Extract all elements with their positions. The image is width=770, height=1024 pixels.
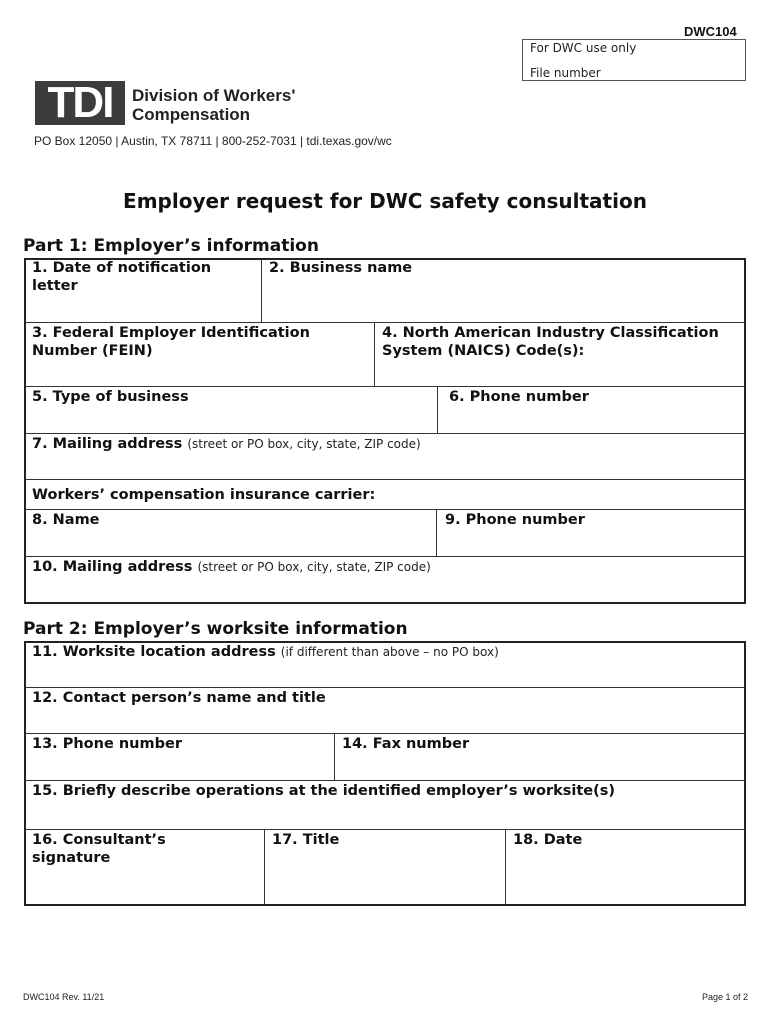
division-name-line2: Compensation [132,105,251,124]
field-16-label-line1: 16. Consultant’s [32,832,166,848]
divider [25,322,745,323]
field-10-carrier-address[interactable] [32,558,431,576]
divider [25,687,745,688]
dwc-use-box [522,39,746,81]
divider [25,556,745,557]
field-1-label-line1: 1. Date of notification [32,260,212,276]
field-1-label-line2: letter [32,278,78,294]
divider [374,323,375,386]
tdi-logo: TDI [35,81,125,125]
field-15-operations-description[interactable]: 15. Briefly describe operations at the identified employer’s worksite(s) [32,783,615,799]
revision-note: DWC104 Rev. 11/21 [23,992,105,1002]
divider [505,830,506,905]
division-name-line1: Division of Workers' [132,86,296,105]
field-6-phone-number[interactable]: 6. Phone number [449,389,589,405]
division-name [132,86,295,124]
divider [25,829,745,830]
divider [25,386,745,387]
field-4-label-line2: System (NAICS) Code(s): [382,343,585,359]
divider [25,733,745,734]
field-11-worksite-address[interactable] [32,643,499,661]
field-2-business-name[interactable]: 2. Business name [269,260,413,276]
divider [436,510,437,556]
field-5-type-of-business[interactable]: 5. Type of business [32,389,189,405]
field-7-label: 7. Mailing address [32,436,183,452]
field-3-label-line1: 3. Federal Employer Identification [32,325,310,341]
field-16-label-line2: signature [32,850,111,866]
field-11-hint: (if different than above – no PO box) [280,645,499,659]
field-7-hint: (street or PO box, city, state, ZIP code) [187,437,421,451]
agency-address: PO Box 12050 | Austin, TX 78711 | 800-252-7031 | tdi.texas.gov/wc [34,134,392,148]
divider [261,259,262,322]
field-11-label: 11. Worksite location address [32,644,276,660]
field-1-date-of-notification[interactable] [32,259,211,295]
field-13-phone-number[interactable]: 13. Phone number [32,736,182,752]
divider [334,734,335,780]
divider [437,387,438,433]
field-8-carrier-name[interactable]: 8. Name [32,512,100,528]
divider [25,780,745,781]
part1-heading: Part 1: Employer’s information [23,236,319,256]
field-7-mailing-address[interactable] [32,435,421,453]
divider [25,509,745,510]
form-title: Employer request for DWC safety consultation [123,189,647,213]
field-3-label-line2: Number (FEIN) [32,343,153,359]
field-16-consultant-signature[interactable] [32,831,166,867]
file-number-label: File number [530,66,601,80]
field-3-fein[interactable] [32,324,310,360]
page-number: Page 1 of 2 [701,992,748,1002]
form-code: DWC104 [684,24,737,39]
field-9-carrier-phone[interactable]: 9. Phone number [445,512,585,528]
divider [264,830,265,905]
field-12-contact-person[interactable]: 12. Contact person’s name and title [32,690,326,706]
field-14-fax-number[interactable]: 14. Fax number [342,736,470,752]
field-4-naics[interactable] [382,324,719,360]
field-18-date[interactable]: 18. Date [513,832,583,848]
field-17-title[interactable]: 17. Title [272,832,340,848]
field-10-label: 10. Mailing address [32,559,193,575]
divider [25,479,745,480]
divider [25,433,745,434]
dwc-use-label: For DWC use only [530,41,637,55]
part1-table [24,258,746,604]
field-4-label-line1: 4. North American Industry Classification [382,325,719,341]
field-10-hint: (street or PO box, city, state, ZIP code) [197,560,431,574]
carrier-heading: Workers’ compensation insurance carrier: [32,487,376,503]
part2-heading: Part 2: Employer’s worksite information [23,619,408,639]
